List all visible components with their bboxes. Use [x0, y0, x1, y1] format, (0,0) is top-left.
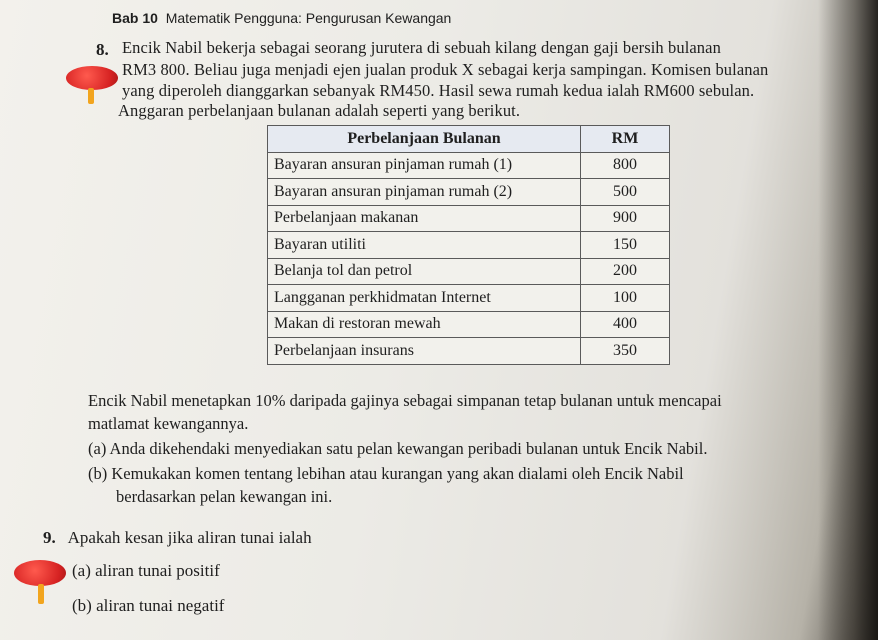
chapter-number: Bab 10	[112, 10, 158, 26]
table-cell-item: Belanja tol dan petrol	[268, 258, 581, 285]
table-cell-item: Bayaran utiliti	[268, 232, 581, 259]
table-row	[268, 205, 670, 232]
question-9-text: Apakah kesan jika aliran tunai ialah	[67, 528, 312, 547]
table-cell-item: Perbelanjaan makanan	[268, 205, 581, 232]
page-edge-shadow	[818, 0, 878, 640]
question-8-part-b-line-1: (b) Kemukakan komen tentang lebihan atau kurangan yang akan dialami oleh Encik Nabil	[88, 464, 684, 483]
table-cell-item: Makan di restoran mewah	[268, 311, 581, 338]
question-8-line-1: Encik Nabil bekerja sebagai seorang jurutera di sebuah kilang dengan gaji bersih bulanan	[122, 38, 721, 57]
question-8-line-3: yang diperoleh dianggarkan sebanyak RM450. Hasil sewa rumah kedua ialah RM600 sebulan.	[122, 81, 755, 100]
table-cell-item: Perbelanjaan insurans	[268, 338, 581, 365]
table-cell-amount: 350	[581, 338, 670, 365]
savings-paragraph-line-1: Encik Nabil menetapkan 10% daripada gajinya sebagai simpanan tetap bulanan untuk mencapai	[88, 391, 722, 410]
question-8-part-b-line-2: berdasarkan pelan kewangan ini.	[116, 487, 333, 506]
table-row	[268, 285, 670, 312]
expense-table	[267, 125, 670, 365]
table-row	[268, 311, 670, 338]
table-cell-item: Bayaran ansuran pinjaman rumah (2)	[268, 179, 581, 206]
table-row	[268, 338, 670, 365]
chapter-header	[112, 10, 451, 26]
savings-paragraph-line-2: matlamat kewangannya.	[88, 414, 249, 433]
table-row	[268, 258, 670, 285]
question-8-part-a: (a) Anda dikehendaki menyediakan satu pelan kewangan peribadi bulanan untuk Encik Nabil.	[88, 439, 708, 458]
table-row	[268, 152, 670, 179]
question-9-number: 9.	[43, 528, 56, 547]
table-cell-item: Langganan perkhidmatan Internet	[268, 285, 581, 312]
table-row	[268, 179, 670, 206]
table-cell-amount: 500	[581, 179, 670, 206]
column-header-expense: Perbelanjaan Bulanan	[268, 126, 581, 153]
table-cell-amount: 900	[581, 205, 670, 232]
question-8-number: 8.	[96, 40, 109, 59]
table-header-row	[268, 126, 670, 153]
column-header-rm: RM	[581, 126, 670, 153]
question-9-part-b: (b) aliran tunai negatif	[72, 596, 225, 615]
table-cell-amount: 150	[581, 232, 670, 259]
question-9-part-a: (a) aliran tunai positif	[72, 561, 220, 580]
table-cell-amount: 800	[581, 152, 670, 179]
brain-icon	[66, 62, 118, 108]
table-cell-item: Bayaran ansuran pinjaman rumah (1)	[268, 152, 581, 179]
table-cell-amount: 400	[581, 311, 670, 338]
table-row	[268, 232, 670, 259]
question-8-line-2: RM3 800. Beliau juga menjadi ejen jualan produk X sebagai kerja sampingan. Komisen bulanan	[122, 60, 769, 79]
brain-icon	[14, 556, 66, 608]
question-8-line-4: Anggaran perbelanjaan bulanan adalah seperti yang berikut.	[118, 101, 521, 120]
table-cell-amount: 100	[581, 285, 670, 312]
chapter-title: Matematik Pengguna: Pengurusan Kewangan	[165, 10, 452, 26]
question-9	[43, 528, 312, 548]
table-cell-amount: 200	[581, 258, 670, 285]
